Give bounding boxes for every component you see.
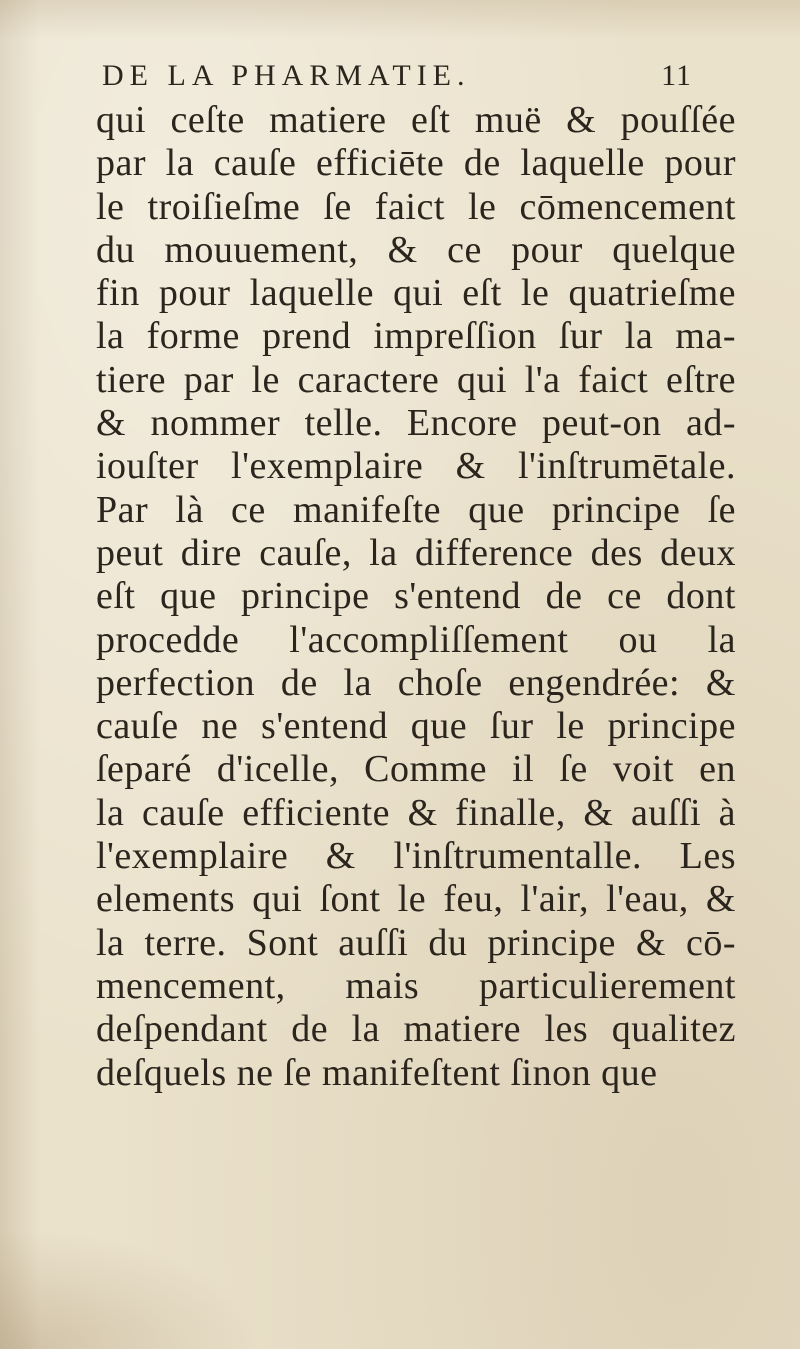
text-line: ſeparé d'icelle, Comme il ſe voit en: [96, 748, 736, 791]
text-line: la cauſe efficiente & finalle, & auſſi à: [96, 791, 736, 834]
page-corner-stain: [0, 1229, 260, 1349]
body-text: [96, 99, 736, 1095]
text-line: qui ceſte matiere eſt muë & pouſſée: [96, 99, 736, 141]
text-line: fin pour laquelle qui eſt le quatrieſme: [96, 272, 736, 315]
text-line: mencement, mais particulierement: [96, 964, 736, 1007]
running-title: DE LA PHARMATIE.: [102, 59, 471, 92]
text-line: & nommer telle. Encore peut-on ad-: [96, 402, 736, 445]
page-top-shadow: [0, 0, 800, 40]
text-line: eſt que principe s'entend de ce dont: [96, 575, 736, 618]
text-line: cauſe ne s'entend que ſur le principe: [96, 705, 736, 748]
text-line: perfection de la choſe engendrée: &: [96, 661, 736, 704]
page-number: 11: [661, 59, 692, 92]
text-line: procedde l'accompliſſement ou la: [96, 618, 736, 661]
text-line: deſpendant de la matiere les qualitez: [96, 1008, 736, 1051]
text-line: la forme prend impreſſion ſur la ma-: [96, 315, 736, 358]
text-line: elements qui ſont le feu, l'air, l'eau, &: [96, 878, 736, 921]
text-line: iouſter l'exemplaire & l'inſtrumētale.: [96, 445, 736, 488]
text-line: le troiſieſme ſe faict le cōmencement: [96, 185, 736, 228]
text-line: tiere par le caractere qui l'a faict eſtre: [96, 358, 736, 401]
text-line: peut dire cauſe, la difference des deux: [96, 531, 736, 574]
text-line: deſquels ne ſe manifeſtent ſinon que: [96, 1051, 658, 1094]
page-header: [102, 58, 692, 94]
text-line: la terre. Sont auſſi du principe & cō-: [96, 921, 736, 964]
text-line: du mouuement, & ce pour quelque: [96, 228, 736, 271]
text-line: l'exemplaire & l'inſtrumentalle. Les: [96, 835, 736, 878]
text-line: par la cauſe efficiēte de laquelle pour: [96, 142, 736, 185]
text-line: Par là ce manifeſte que principe ſe: [96, 488, 736, 531]
